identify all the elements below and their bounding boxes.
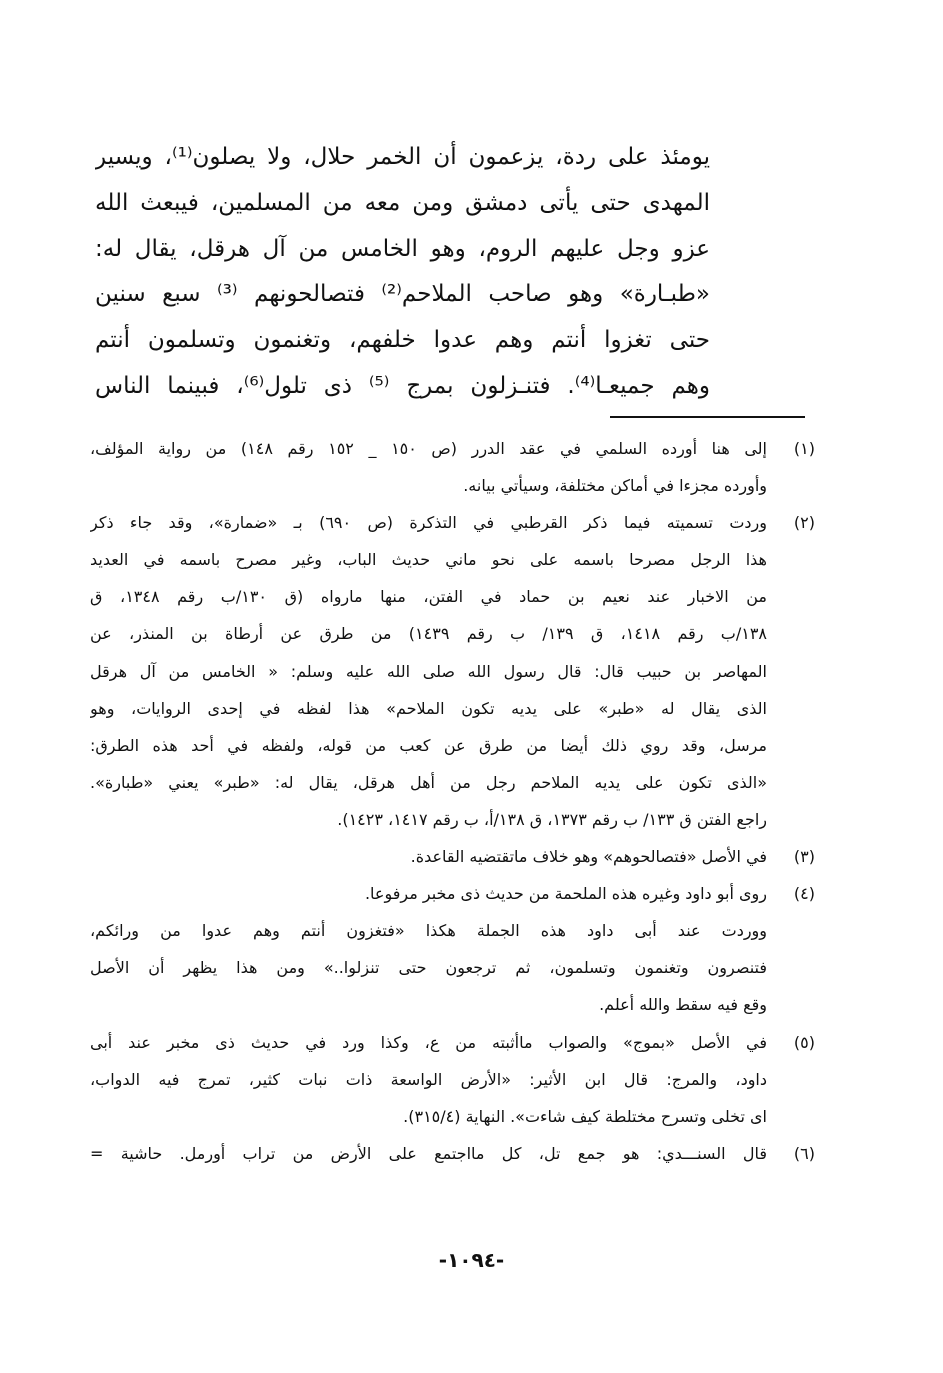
footnote-line: من الاخبار عند نعيم بن حماد في الفتن، منها مارواه (ق ١٣٠/ب رقم ١٣٤٨، ق [90, 587, 767, 607]
footnote-line: فتنصرون وتغنمون وتسلمون، ثم ترجعون حتى تنزلوا..» ومن هذا يظهر أن الأصل [90, 958, 767, 978]
footnote-line: وأورده مجزءا في أماكن مختلفة، وسيأتي بيانه. [463, 476, 767, 496]
footnote-line: الذى يقال له «طبر» على يديه تكون الملاحم» هذا لفظه في إحدى الروايات، وهو [90, 698, 767, 718]
footnote-line: مرسل، وقد روي ذلك أيضا من طرق عن كعب من قوله، ولفظه في أحد هذه الطرق: [90, 735, 767, 755]
footnote-line: اى تخلى وتسرح مختلطة كيف شاءت». النهاية (٣١٥/٤). [403, 1106, 767, 1126]
footnote-text: في الأصل «بموج» والصواب ماأثبته من ع، وكذا ورد في حديث ذى مخبر عند أبى [90, 1032, 767, 1052]
footnote-line: داود، والمرج: قال ابن الأثير: «الأرض الواسعة ذات نبات كثير، تمرج فيه الدواب، [90, 1069, 767, 1089]
footnote-line [90, 1024, 815, 1061]
footnote-line: «الذى تكون على يديه الملاحم رجل من أهل هرقل، يقال له: «طبر» يعني «طبارة». [90, 772, 767, 792]
main-text-line: المهدى حتى يأتى دمشق ومن معه من المسلمين، فيبعث الله [95, 189, 710, 216]
footnote-number: (٢) [793, 513, 815, 533]
footnotes [90, 430, 815, 1172]
footnote-line [90, 875, 815, 912]
footnote-separator [610, 416, 805, 418]
footnote-line [90, 1135, 815, 1172]
footnote-number: (٦) [793, 1143, 815, 1163]
footnote-text: في الأصل «فتصالحوهم» وهو خلاف ماتقتضيه القاعدة. [410, 847, 767, 867]
main-text-line: «طبـارة» وهو صاحب الملاحم⁽²⁾ فتصالحونهم ⁽³⁾ سبع سنين [95, 281, 710, 308]
footnote-line: ووردت عند أبى داود هذه الجملة هكذا «فتغزون أنتم وهم عدوا من ورائكم، [90, 921, 767, 941]
footnote-text: وردت تسميته فيما ذكر القرطبي في التذكرة (ص ٦٩٠) بـ «ضمارة»، وقد جاء ذكر [90, 513, 768, 533]
main-text-line: عزو وجل عليهم الروم، وهو الخامس من آل هرقل، يقال له: [95, 235, 710, 262]
main-text [95, 135, 710, 410]
footnote-line: هذا الرجل مصرحا باسمه على نحو ماني حديث الباب، وغير مصرح باسمه في العديد [90, 550, 767, 570]
main-text-line: يومئذ على ردة، يزعمون أن الخمر حلال، ولا يصلون⁽¹⁾، ويسير [95, 144, 710, 170]
page-number: -١٠٩٤- [438, 1248, 505, 1272]
footnote-number: (١) [793, 439, 815, 458]
footnote-line: المهاصر بن حبيب قال: قال رسول الله صلى الله عليه وسلم: « الخامس من آل هرقل [90, 661, 767, 681]
footnote-line [90, 838, 815, 875]
footnote-line: وقع فيه سقط والله أعلم. [599, 995, 767, 1015]
footnote-text: إلى هنا أورده السلمي في عقد الدرر (ص ١٥٠ _ ١٥٢ رقم ١٤٨) من رواية المؤلف، [90, 439, 767, 458]
footnote-line: ١٣٨/ب رقم ١٤١٨، ق ١٣٩/ ب رقم ١٤٣٩) من طرق عن أرطاة بن المنذر، عن [90, 624, 768, 644]
footnote-line [90, 430, 815, 467]
footnote-line: راجع الفتن ق ١٣٣/ ب رقم ١٣٧٣، ق ١٣٨/أ، ب رقم ١٤١٧، ١٤٢٣). [337, 809, 767, 829]
footnote-number: (٥) [793, 1032, 815, 1052]
main-text-line: حتى تغزوا أنتم وهم عدوا خلفهم، وتغنمون وتسلمون أنتم [95, 327, 710, 354]
footnote-number: (٤) [793, 884, 815, 904]
main-text-line: وهم جميعـا⁽⁴⁾. فتنـزلون بمرج ⁽⁵⁾ ذى تلول⁽⁶⁾، فبينما الناس [95, 372, 710, 399]
footnote-number: (٣) [793, 847, 815, 867]
footnote-text: قال السنـــدي: هو جمع تل، كل مااجتمع على الأرض من تراب أورمل. حاشية = [90, 1143, 767, 1163]
footnote-text: روى أبو داود وغيره هذه الملحمة من حديث ذى مخبر مرفوعا. [364, 884, 767, 904]
footnote-line [90, 504, 815, 541]
